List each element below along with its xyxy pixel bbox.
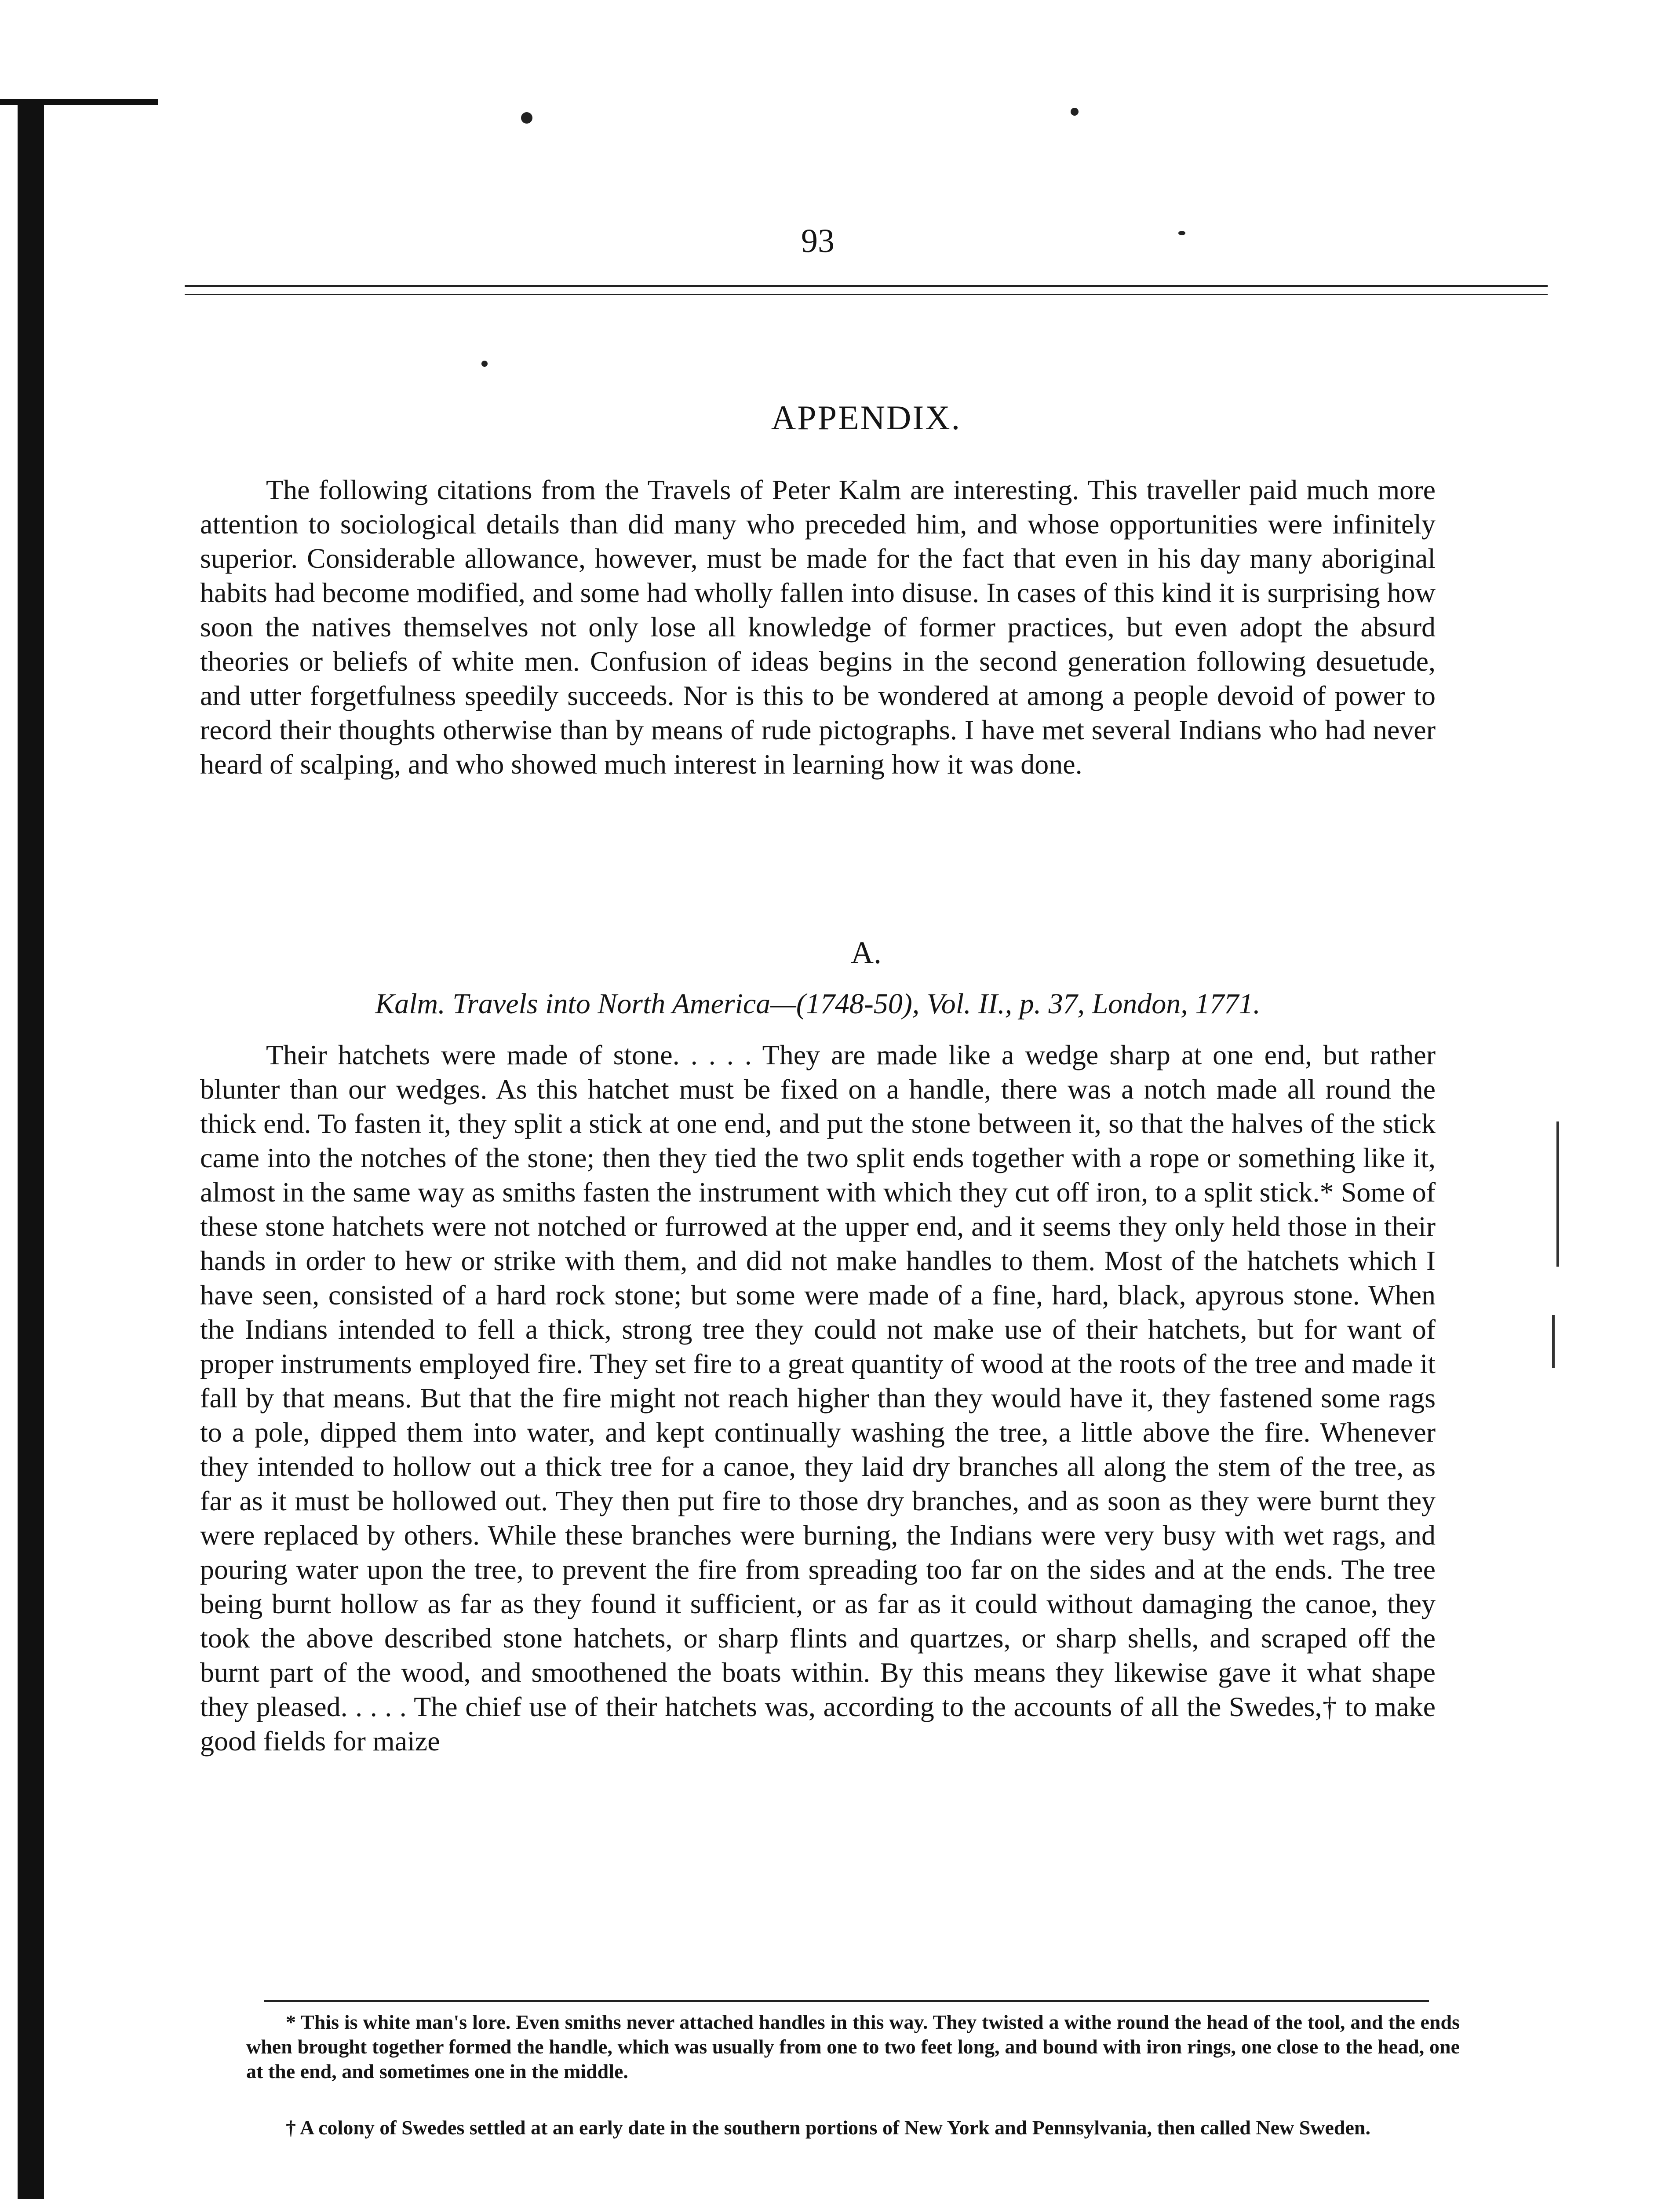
scan-speck: [481, 361, 488, 367]
scan-speck: [1071, 108, 1079, 116]
page-number: 93: [801, 223, 835, 259]
scan-speck: [1178, 231, 1185, 235]
header-rule: [185, 294, 1548, 295]
scan-margin-mark: [1556, 1121, 1559, 1267]
page-title: APPENDIX.: [771, 398, 962, 437]
footnote-rule: [264, 2000, 1429, 2002]
main-paragraph: Their hatchets were made of stone. . . . . They are made like a wedge sharp at one end, but rather blunter than our wedges. As this hatchet must be fixed on a handle, there was a notch made all round the thick end. To fasten it, they split a stick at one end, and put the stone between it, so that the halves of the stick came into the notches of the stone; then they tied the two split ends together with a rope or something like it, almost in the same way as smiths fasten the instrument with which they cut off iron, to a split stick.* Some of these stone hatchets were not notched or furrowed at the upper end, and it seems they only held those in their hands in order to hew or strike with them, and did not make handles to them. Most of the hatchets which I have seen, consisted of a hard rock stone; but some were made of a fine, hard, black, apyrous stone. When the Indians intended to fell a thick, strong tree they could not make use of their hatchets, but for want of proper instruments employed fire. They set fire to a great quantity of wood at the roots of the tree and made it fall by that means. But that the fire might not reach higher than they would have it, they fastened some rags to a pole, dipped them into water, and kept continually washing the tree, a little above the fire. Whenever they intended to hollow out a thick tree for a canoe, they laid dry branches all along the stem of the tree, as far as it must be hollowed out. They then put fire to those dry branches, and as soon as they were burnt they were replaced by others. While these branches were burning, the Indians were very busy with wet rags, and pouring water upon the tree, to prevent the fire from spreading too far on the sides and at the ends. The tree being burnt hollow as far as they found it sufficient, or as far as it could without damaging the canoe, they took the above described stone hatchets, or sharp flints and quartzes, or sharp shells, and scraped off the burnt part of the wood, and smoothened the boats within. By this means they likewise gave it what shape they pleased. . . . . The chief use of their hatchets was, according to the accounts of all the Swedes,† to make good fields for maize: [200, 1039, 1436, 1757]
scan-speck: [521, 112, 532, 124]
section-heading: A.: [851, 935, 882, 970]
source-citation: Kalm. Travels into North America—(1748-50), Vol. II., p. 37, London, 1771.: [375, 988, 1261, 1020]
footnote-2: † A colony of Swedes settled at an early date in the southern portions of New York and Pennsylvania, then called New Sweden.: [286, 2116, 1371, 2139]
scan-binding-shadow: [18, 101, 44, 2199]
header-rule: [185, 285, 1548, 287]
intro-paragraph: The following citations from the Travels of Peter Kalm are interesting. This traveller paid much more attention to sociological details than did many who preceded him, and whose opportunities were infinitely superior. Considerable allowance, however, must be made for the fact that even in his day many aboriginal habits had become modified, and some had wholly fallen into disuse. In cases of this kind it is surprising how soon the natives themselves not only lose all knowledge of former practices, but even adopt the absurd theories or beliefs of white men. Confusion of ideas begins in the second generation following desuetude, and utter forgetfulness speedily succeeds. Nor is this to be wondered at among a people devoid of power to record their thoughts otherwise than by means of rude pictographs. I have met several Indians who had never heard of scalping, and who showed much interest in learning how it was done.: [200, 474, 1436, 780]
scan-margin-mark: [1552, 1315, 1555, 1368]
footnote-1: * This is white man's lore. Even smiths never attached handles in this way. They twisted a withe round the head of the tool, and the ends when brought together formed the handle, which was usually from one to two feet long, and bound with iron rings, one close to the head, one at the end, and sometimes one in the middle.: [246, 2011, 1460, 2082]
